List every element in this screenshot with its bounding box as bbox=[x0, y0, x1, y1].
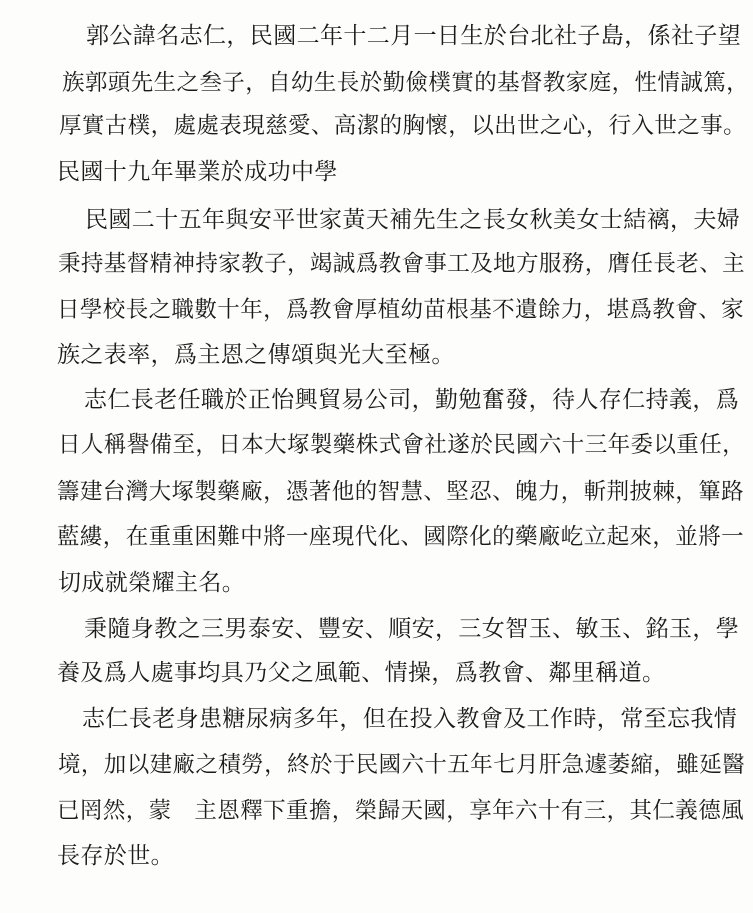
text-line: 族之表率，爲主恩之傳頌與光大至極。 bbox=[57, 342, 455, 368]
text-line: 厚實古樸，處處表現慈愛、高潔的胸懷，以出世之心，行入世之事。 bbox=[59, 113, 747, 139]
text-line: 志仁長老任職於正怡興貿易公司，勤勉奮發，待人存仁持義，爲 bbox=[84, 387, 740, 413]
text-line: 秉隨身教之三男泰安、豐安、順安，三女智玉、敏玉、銘玉，學 bbox=[84, 616, 740, 642]
text-line: 籌建台灣大塚製藥廠，憑著他的智慧、堅忍、魄力，斬荆披棘，篳路 bbox=[57, 479, 745, 505]
text-line: 日人稱譽備至，日本大塚製藥株式會社遂於民國六十三年委以重任， bbox=[58, 432, 746, 458]
text-line: 族郭頭先生之叁子，自幼生長於勤儉樸實的基督教家庭，性情誠篤， bbox=[62, 70, 750, 96]
text-line: 境，加以建廠之積勞，終於于民國六十五年七月肝急遽萎縮，雖延醫 bbox=[58, 752, 746, 778]
text-line: 日學校長之職數十年，爲教會厚植幼苗根基不遺餘力，堪爲教會、家 bbox=[57, 297, 745, 323]
text-line: 民國二十五年與安平世家黃天補先生之長女秋美女士結褵，夫婦 bbox=[85, 207, 741, 233]
text-line: 長存於世。 bbox=[57, 843, 174, 869]
text-line: 藍縷，在重重困難中將一座現代化、國際化的藥廠屹立起來，並將一 bbox=[57, 524, 745, 550]
text-line: 已罔然，蒙 主恩釋下重擔，榮歸天國，享年六十有三，其仁義德風 bbox=[57, 798, 745, 824]
text-line: 秉持基督精神持家教子，竭誠爲教會事工及地方服務，膺任長老、主 bbox=[58, 251, 746, 277]
text-line: 志仁長老身患糖尿病多年，但在投入教會及工作時，常至忘我情 bbox=[82, 706, 738, 732]
text-line: 郭公諱名志仁，民國二年十二月一日生於台北社子島，係社子望 bbox=[86, 23, 742, 49]
text-line: 切成就榮耀主名。 bbox=[58, 570, 246, 596]
text-line: 養及爲人處事均具乃父之風範、情操，爲教會、鄰里稱道。 bbox=[57, 660, 666, 686]
text-line: 民國十九年畢業於成功中學 bbox=[57, 159, 338, 185]
